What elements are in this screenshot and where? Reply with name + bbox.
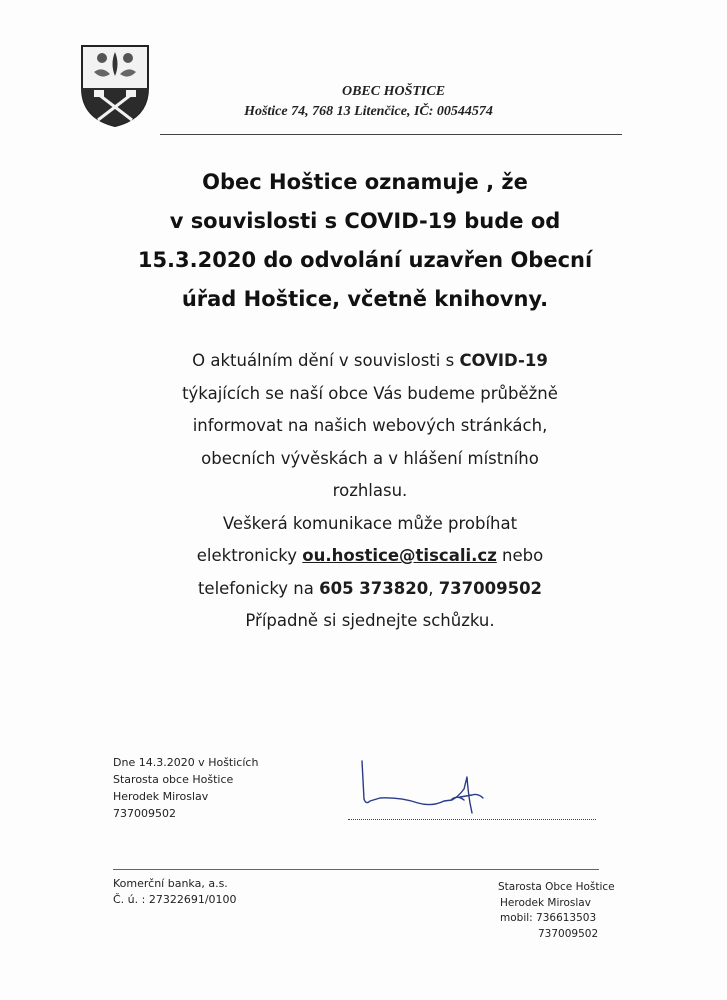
headline-line: úřad Hoštice, včetně knihovny. [181,287,549,311]
footer-bank-info [113,876,237,908]
body-line: Případně si sjednejte schůzku. [245,611,495,630]
header-divider [160,134,622,135]
footer-role: Starosta Obce Hoštice [498,881,615,893]
body-line: elektronicky ou.hostice@tiscali.cz nebo [196,546,544,565]
phone-number: 737009502 [438,578,543,598]
signature-line [348,819,596,820]
body-line: týkajících se naší obce Vás budeme průběžně [182,383,558,403]
footer-phone: 737009502 [538,927,599,940]
body-line: informovat na našich webových stránkách, [192,416,548,435]
headline-line: 15.3.2020 do odvolání uzavřen Obecní [137,248,593,272]
body-line: O aktuálním dění v souvislosti s COVID-19 [192,351,548,370]
announcement-headline [60,163,670,319]
email-link[interactable]: ou.hostice@tiscali.cz [302,546,497,565]
signature-block [113,754,258,822]
headline-line: v souvislosti s COVID-19 bude od [169,209,561,233]
bank-name: Komerční banka, a.s. [113,877,228,890]
body-line: telefonicky na 605 373820, 737009502 [197,578,543,598]
headline-line: Obec Hoštice oznamuje , že [202,170,528,194]
footer-mobile: mobil: 736613503 [500,912,597,924]
footer-contact [498,880,615,942]
footer-name: Herodek Miroslav [500,896,591,909]
org-name: OBEC HOŠTICE [341,84,446,99]
date-place: Dne 14.3.2020 v Hošticích [113,756,259,769]
footer-divider [113,869,599,870]
handwritten-signature [340,757,500,815]
announcement-body [80,345,660,638]
org-address: Hoštice 74, 768 13 Litenčice, IČ: 00544574 [244,104,493,119]
signatory-role: Starosta obce Hoštice [113,773,234,786]
signatory-phone: 737009502 [113,807,176,820]
body-line: Veškerá komunikace může probíhat [222,513,518,533]
body-line: rozhlasu. [332,481,408,500]
body-line: obecních vývěskách a v hlášení místního [201,448,539,468]
bank-account: Č. ú. : 27322691/0100 [113,893,237,906]
covid-keyword: COVID-19 [459,351,548,370]
signatory-name: Herodek Miroslav [113,790,209,803]
phone-number: 605 373820 [319,578,429,598]
